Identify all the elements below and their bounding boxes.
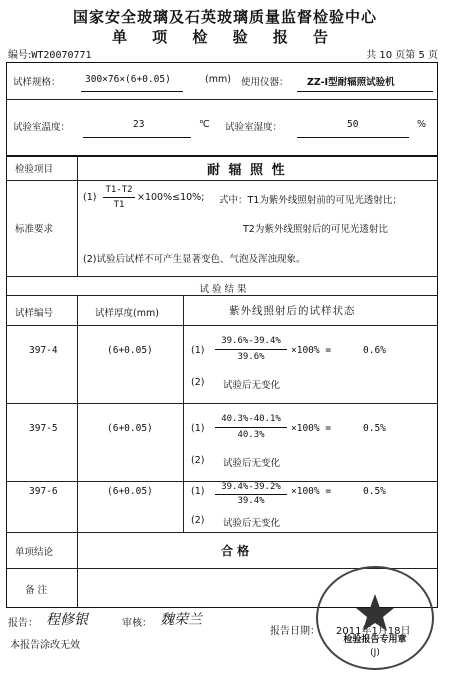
result-denominator: 40.3% (237, 430, 265, 440)
report-title: 国家安全玻璃及石英玻璃质量监督检验中心 (72, 8, 377, 26)
humidity-value: 50 (347, 119, 359, 130)
reporter-label: 报告： (8, 618, 38, 629)
spec-unit: (mm) (205, 74, 231, 85)
formula-rest: ×100%≤10%; (137, 192, 205, 203)
spec-label: 试样规格： (13, 77, 61, 88)
report-number-value: WT20070771 (31, 50, 92, 61)
report-table (6, 62, 438, 608)
instrument-label: 使用仪器： (241, 77, 289, 88)
formula-index: (1) (191, 345, 205, 356)
temp-unit: ℃ (199, 119, 210, 130)
alteration-notice: 本报告涂改无效 (10, 640, 80, 651)
reviewer-signature: 魏荣兰 (160, 612, 202, 628)
remarks-label: 备 注 (25, 585, 48, 596)
divider (7, 155, 437, 157)
result-multiplier: ×100% = (291, 486, 332, 497)
formula-fraction-line (103, 197, 135, 198)
divider (183, 295, 184, 532)
sample-id: 397-4 (29, 345, 58, 356)
spec-value: 300×76×(6+0.05) (85, 74, 171, 85)
divider (7, 180, 437, 181)
divider (7, 295, 437, 296)
standard-note-1: 式中：T1为紫外线照射前的可见光透射比； (219, 195, 402, 206)
instrument-value: ZZ-I型耐辐照试验机 (307, 77, 395, 88)
result-value: 0.5% (363, 486, 386, 497)
humidity-underline (297, 137, 409, 138)
sample-id: 397-5 (29, 423, 58, 434)
reviewer-label: 审核： (122, 618, 152, 629)
results-title: 试 验 结 果 (199, 284, 247, 295)
result-denominator: 39.6% (237, 352, 265, 362)
state-index: (2) (191, 455, 205, 466)
spec-underline (81, 91, 183, 92)
seal-text: 检验报告专用章 (343, 635, 407, 645)
result-fraction-line (215, 494, 287, 495)
standard-label: 标准要求 (15, 224, 54, 235)
divider (77, 295, 78, 607)
report-number (8, 46, 92, 61)
official-seal (316, 566, 434, 670)
col-sample-id: 试样编号 (15, 308, 54, 319)
result-numerator: 39.6%-39.4% (221, 336, 281, 346)
result-multiplier: ×100% = (291, 345, 332, 356)
formula-prefix: (1) (83, 192, 97, 203)
divider (7, 276, 437, 277)
temp-value: 23 (133, 119, 145, 130)
result-multiplier: ×100% = (291, 423, 332, 434)
formula-denominator: T1 (113, 200, 125, 210)
reporter-signature: 程修银 (46, 612, 88, 628)
report-date: 2011年1月18日 (336, 626, 411, 637)
state-index: (2) (191, 377, 205, 388)
col-thickness: 试样厚度(mm) (95, 308, 159, 319)
sample-state: 试验后无变化 (223, 518, 281, 529)
result-numerator: 40.3%-40.1% (221, 414, 281, 424)
result-numerator: 39.4%-39.2% (221, 482, 281, 492)
result-fraction-line (215, 349, 287, 350)
result-value: 0.6% (363, 345, 386, 356)
result-value: 0.5% (363, 423, 386, 434)
standard-note-2: T2为紫外线照射后的可见光透射比 (243, 224, 388, 235)
formula-index: (1) (191, 423, 205, 434)
instrument-underline (297, 91, 433, 92)
divider (77, 155, 78, 276)
result-denominator: 39.4% (237, 496, 265, 506)
formula-index: (1) (191, 486, 205, 497)
sample-thickness: (6+0.05) (107, 486, 153, 497)
humidity-unit: % (417, 119, 427, 130)
temp-underline (83, 137, 191, 138)
humidity-label: 试验室湿度： (225, 122, 283, 133)
divider (7, 99, 437, 100)
report-subtitle: 单 项 检 验 报 告 (111, 28, 339, 46)
sample-thickness: (6+0.05) (107, 345, 153, 356)
item-value: 耐 辐 照 性 (207, 163, 287, 178)
sample-state: 试验后无变化 (223, 380, 281, 391)
item-label: 检验项目 (15, 164, 54, 175)
seal-code: (J) (370, 648, 380, 658)
sample-id: 397-6 (29, 486, 58, 497)
conclusion-value: 合 格 (221, 544, 250, 558)
report-date-label: 报告日期： (270, 626, 320, 637)
formula-numerator: T1-T2 (105, 185, 133, 195)
conclusion-label: 单项结论 (15, 547, 54, 558)
result-fraction-line (215, 427, 287, 428)
divider (7, 403, 437, 404)
standard-requirement-2: (2)试验后试样不可产生显著变色、气泡及浑浊现象。 (83, 254, 306, 265)
col-state: 紫外线照射后的试样状态 (229, 305, 356, 317)
sample-state: 试验后无变化 (223, 458, 281, 469)
temp-label: 试验室温度： (13, 122, 71, 133)
report-number-label: 编号: (8, 50, 32, 61)
page-info: 共 10 页第 5 页 (366, 50, 438, 61)
sample-thickness: (6+0.05) (107, 423, 153, 434)
divider (7, 532, 437, 533)
divider (7, 325, 437, 326)
state-index: (2) (191, 515, 205, 526)
